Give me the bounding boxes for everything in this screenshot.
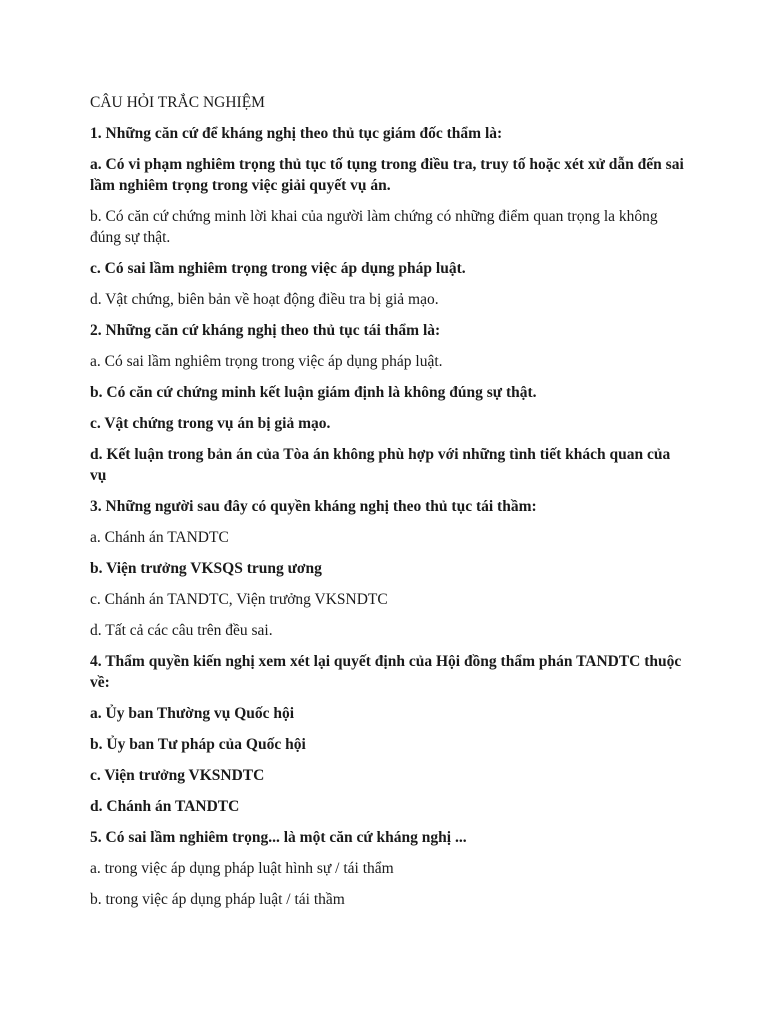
answer-option: a. Ủy ban Thường vụ Quốc hội xyxy=(90,705,295,722)
answer-option: a. trong việc áp dụng pháp luật hình sự / tái thẩm xyxy=(90,860,394,877)
question-text: 2. Những căn cứ kháng nghị theo thủ tục tái thẩm là: xyxy=(90,322,441,339)
answer-option: a. Có vi phạm nghiêm trọng thủ tục tố tụng trong điều tra, truy tố hoặc xét xử dẫn đến sai lầm nghiêm trọng trong việc giải quyết vụ án. xyxy=(90,156,684,194)
answer-option: c. Vật chứng trong vụ án bị giả mạo. xyxy=(90,415,331,432)
question-text: 1. Những căn cứ để kháng nghị theo thủ tục giám đốc thẩm là: xyxy=(90,125,503,142)
answer-option: c. Chánh án TANDTC, Viện trưởng VKSNDTC xyxy=(90,591,388,608)
answer-option: a. Chánh án TANDTC xyxy=(90,529,229,546)
answer-option: d. Kết luận trong bản án của Tòa án không phù hợp với những tình tiết khách quan của vụ xyxy=(90,446,671,484)
answer-option: b. trong việc áp dụng pháp luật / tái thầm xyxy=(90,891,345,908)
answer-option: b. Ủy ban Tư pháp của Quốc hội xyxy=(90,736,306,753)
question-text: 4. Thẩm quyền kiến nghị xem xét lại quyết định của Hội đồng thẩm phán TANDTC thuộc về: xyxy=(90,653,682,691)
answer-option: a. Có sai lầm nghiêm trọng trong việc áp dụng pháp luật. xyxy=(90,353,443,370)
document-title: CÂU HỎI TRẮC NGHIỆM xyxy=(90,94,265,111)
answer-option: d. Vật chứng, biên bản về hoạt động điều tra bị giả mạo. xyxy=(90,291,439,308)
answer-option: b. Viện trưởng VKSQS trung ương xyxy=(90,560,322,577)
answer-option: b. Có căn cứ chứng minh lời khai của người làm chứng có những điểm quan trọng la không đúng sự thật. xyxy=(90,208,658,246)
question-text: 5. Có sai lầm nghiêm trọng... là một căn cứ kháng nghị ... xyxy=(90,829,467,846)
answer-option: d. Chánh án TANDTC xyxy=(90,798,240,815)
answer-option: b. Có căn cứ chứng minh kết luận giám định là không đúng sự thật. xyxy=(90,384,537,401)
answer-option: d. Tất cả các câu trên đều sai. xyxy=(90,622,273,639)
answer-option: c. Có sai lầm nghiêm trọng trong việc áp dụng pháp luật. xyxy=(90,260,466,277)
question-list xyxy=(90,123,690,910)
document-page xyxy=(90,92,690,920)
answer-option: c. Viện trưởng VKSNDTC xyxy=(90,767,265,784)
question-text: 3. Những người sau đây có quyền kháng nghị theo thủ tục tái thầm: xyxy=(90,498,537,515)
